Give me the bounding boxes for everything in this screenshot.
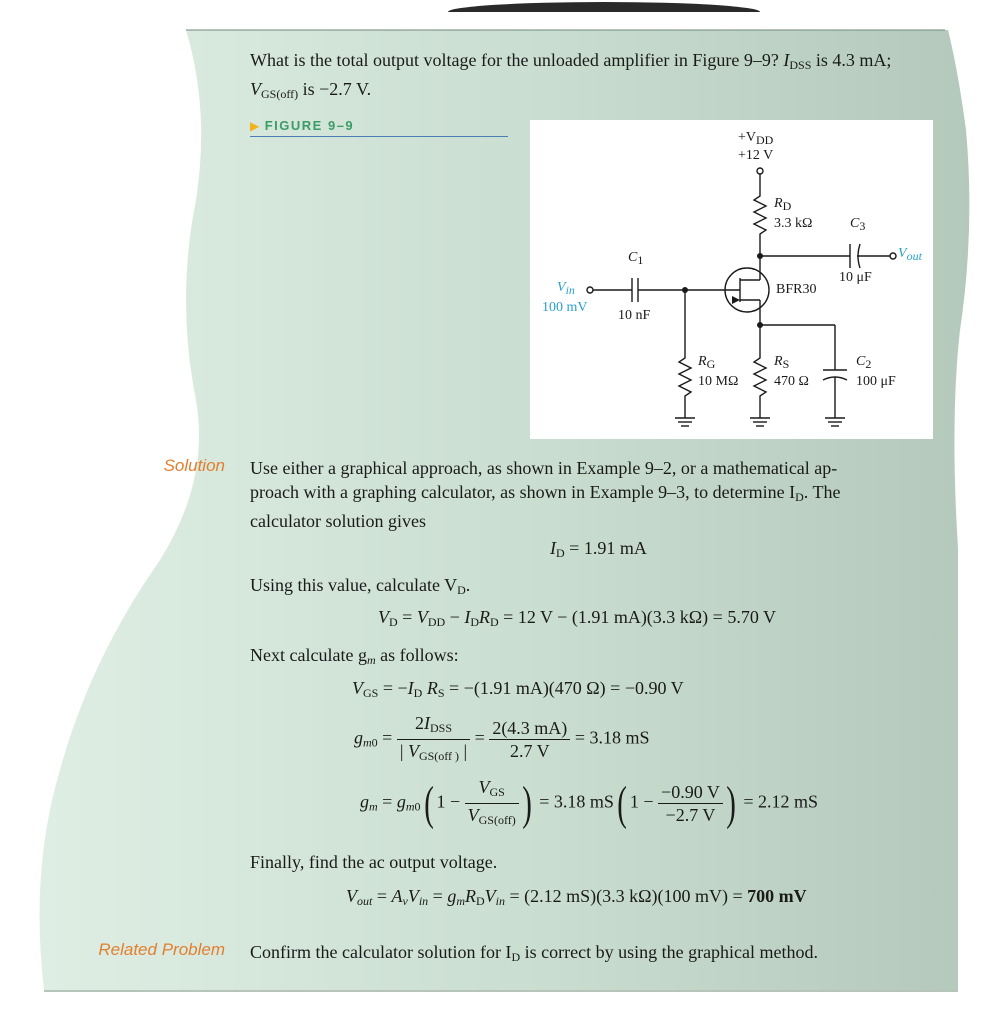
transistor-label: BFR30 (776, 282, 817, 297)
rg-label: $R_G$ (698, 354, 716, 371)
related-problem-label: Related Problem (98, 940, 225, 959)
triangle-icon: ▶ (250, 119, 261, 133)
figure-label: ▶ FIGURE 9–9 (250, 118, 508, 137)
rg-value: 10 MΩ (698, 374, 739, 389)
c1-value: 10 nF (618, 308, 651, 323)
solution-label: Solution (163, 456, 225, 475)
vdd-value: +12 V (738, 148, 774, 163)
c3-label: $C_3$ (850, 216, 866, 233)
c2-label: $C_2$ (856, 354, 872, 371)
rs-value: 470 Ω (774, 374, 809, 389)
c1-label: $C_1$ (628, 250, 644, 267)
equation-gm: $g_m = g_{m0}$( 1 − $\frac{V_{GS}}{V_{GS(off)}}$ ) = 3.18 mS( 1 − $\frac{-0.90 V}{-2.7 V}$ ) = 2.12 mS (360, 776, 819, 830)
next-text: Next calculate $g_m$ as follows: (250, 645, 459, 667)
rd-label: $R_D$ (774, 196, 792, 213)
c2-value: 100 μF (856, 374, 896, 389)
finally-text: Finally, find the ac output voltage. (250, 852, 498, 872)
question-text: What is the total output voltage for the unloaded amplifier in Figure 9–9? $I_{DSS}$ is 4.3 mA; $V_{GS(off)}$ is −2.7 V. (250, 50, 892, 101)
using-text: Using this value, calculate $V_D$. (250, 575, 471, 597)
vin-value: 100 mV (542, 300, 588, 315)
vout-label: $V_{out}$ (898, 246, 922, 263)
related-problem-text: Confirm the calculator solution for $I_D$ is correct by using the graphical method. (250, 942, 819, 964)
vdd-label: $+V_{DD}$ (738, 130, 774, 147)
rs-label: $R_S$ (774, 354, 790, 371)
solution-paragraph: Use either a graphical approach, as shown in Example 9–2, or a mathematical ap- proach with a graphing calculator, as shown in Example 9–3, to determine $I_D$. The calculator solution gives (250, 458, 841, 531)
equation-vd: $V_D = V_{DD} - I_DR_D = 12$ V − (1.91 mA)(3.3 kΩ) = 5.70 V (378, 607, 777, 629)
c3-value: 10 μF (839, 270, 872, 285)
circuit-schematic (530, 120, 933, 439)
equation-vout: $V_{out} = A_vV_{in} = g_mR_DV_{in} = (2.12$ mS)(3.3 kΩ)(100 mV) = 700 mV (346, 886, 807, 908)
circuit-figure (530, 120, 933, 439)
equation-id: $I_D = 1.91$ mA (550, 538, 647, 560)
rd-value: 3.3 kΩ (774, 216, 813, 231)
equation-vgs: $V_{GS} = -I_D$ $R_S = -(1.91$ mA)(470 Ω) = −0.90 V (352, 678, 684, 700)
equation-gm0: $g_{m0}$ = $\frac{2I_{DSS}}{| V_{GS(off )} |}$ = $\frac{2(4.3 mA)}{2.7 V}$ = 3.18 mS (354, 713, 650, 763)
vin-label: $V_{in}$ (557, 280, 575, 297)
